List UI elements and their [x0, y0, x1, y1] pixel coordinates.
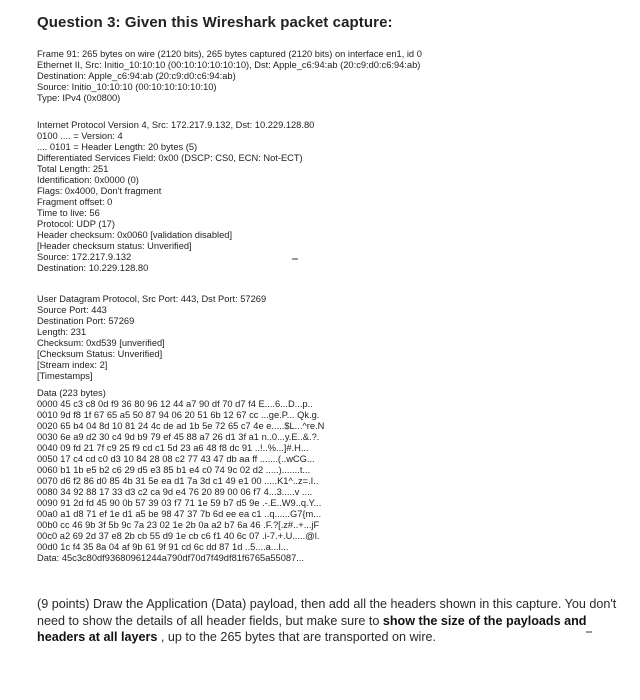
- question-end: , up to the 265 bytes that are transported on wire.: [157, 630, 437, 644]
- hex-row: 0060 b1 1b e5 b2 c6 29 d5 e3 85 b1 e4 c0 74 9c 02 d2 .....).......t...: [37, 465, 311, 476]
- data-section: [37, 388, 627, 564]
- ip-ttl: Time to live: 56: [37, 208, 100, 219]
- ip-header-length: .... 0101 = Header Length: 20 bytes (5): [37, 142, 198, 153]
- data-header-line: Data (223 bytes): [37, 388, 106, 399]
- hex-row: 0010 9d f8 1f 67 65 a5 50 87 94 06 20 51 6b 12 67 cc ...ge.P... Qk.g.: [37, 410, 320, 421]
- hex-row: 00d0 1c f4 35 8a 04 af 9b 61 9f 91 cd 6c dd 87 1d ..5....a...l...: [37, 542, 289, 553]
- frame-section: [37, 49, 627, 104]
- ip-section: [37, 120, 627, 274]
- data-summary-line: Data: 45c3c80df93680961244a790df70d7f49df81f6765a55087...: [37, 553, 305, 564]
- frame-line: Frame 91: 265 bytes on wire (2120 bits), 265 bytes captured (2120 bits) on interface en1, id 0: [37, 49, 422, 60]
- udp-section: [37, 294, 627, 382]
- ethernet-source: Source: Initio_10:10:10 (00:10:10:10:10:10): [37, 82, 217, 93]
- udp-checksum-status: [Checksum Status: Unverified]: [37, 349, 163, 360]
- question-title: Question 3: Given this Wireshark packet capture:: [37, 14, 393, 31]
- ip-identification: Identification: 0x0000 (0): [37, 175, 139, 186]
- hex-row: 0080 34 92 88 17 33 d3 c2 ca 9d e4 76 20 89 00 06 f7 4...3.....v ....: [37, 487, 313, 498]
- udp-checksum: Checksum: 0xd539 [unverified]: [37, 338, 165, 349]
- stray-mark: [292, 258, 298, 260]
- ip-total-length: Total Length: 251: [37, 164, 109, 175]
- ip-fragment-offset: Fragment offset: 0: [37, 197, 113, 208]
- ip-version: 0100 .... = Version: 4: [37, 131, 123, 142]
- ethernet-destination: Destination: Apple_c6:94:ab (20:c9:d0:c6:94:ab): [37, 71, 236, 82]
- ip-source: Source: 172.217.9.132: [37, 252, 132, 263]
- ethernet-line: Ethernet II, Src: Initio_10:10:10 (00:10:10:10:10:10), Dst: Apple_c6:94:ab (20:c9:d0:c6:94:ab): [37, 60, 421, 71]
- ip-flags: Flags: 0x4000, Don't fragment: [37, 186, 162, 197]
- question-intro: (9 points) Draw the Application (Data) payload, then add all the headers shown in this capture. You don't need to show the details of all header fields, but make sure to: [37, 597, 617, 628]
- ip-destination: Destination: 10.229.128.80: [37, 263, 149, 274]
- ip-checksum: Header checksum: 0x0060 [validation disabled]: [37, 230, 233, 241]
- question-emphasis: show the size of the payloads and headers at all layers: [37, 613, 587, 644]
- hex-row: 00c0 a2 69 2d 37 e8 2b cb 55 d9 1e cb c6 f1 40 6c 07 .i-7.+.U.....@l.: [37, 531, 320, 542]
- hex-row: 0000 45 c3 c8 0d f9 36 80 96 12 44 a7 90 df 70 d7 f4 E....6...D...p..: [37, 399, 313, 410]
- hex-row: 0050 17 c4 cd c0 d3 10 84 28 08 c2 77 43 47 db aa ff .......(..wCG...: [37, 454, 315, 465]
- hex-row: 0090 91 2d fd 45 90 0b 57 39 03 f7 71 1e 59 b7 d5 9e .-.E..W9..q.Y...: [37, 498, 322, 509]
- question-prompt: [37, 596, 627, 646]
- udp-source-port: Source Port: 443: [37, 305, 107, 316]
- ip-protocol: Protocol: UDP (17): [37, 219, 115, 230]
- ip-checksum-status: [Header checksum status: Unverified]: [37, 241, 192, 252]
- hex-row: 00b0 cc 46 9b 3f 5b 9c 7a 23 02 1e 2b 0a a2 b7 6a 46 .F.?[.z#..+...jF: [37, 520, 320, 531]
- udp-timestamps: [Timestamps]: [37, 371, 93, 382]
- udp-header-line: User Datagram Protocol, Src Port: 443, Dst Port: 57269: [37, 294, 267, 305]
- hex-row: 0030 6e a9 d2 30 c4 9d b9 79 ef 45 88 a7 26 d1 3f a1 n..0...y.E..&.?.: [37, 432, 320, 443]
- hex-row: 0070 d6 f2 86 d0 85 4b 31 5e ea d1 7a 3d c1 49 e1 00 .....K1^..z=.I..: [37, 476, 319, 487]
- ip-header-line: Internet Protocol Version 4, Src: 172.217.9.132, Dst: 10.229.128.80: [37, 120, 315, 131]
- ethernet-type: Type: IPv4 (0x0800): [37, 93, 121, 104]
- hex-row: 0040 09 fd 21 7f c9 25 f9 cd c1 5d 23 a6 48 f8 dc 91 ..!..%...]#.H...: [37, 443, 309, 454]
- ip-dsfield: Differentiated Services Field: 0x00 (DSCP: CS0, ECN: Not-ECT): [37, 153, 303, 164]
- hex-row: 0020 65 b4 04 8d 10 81 24 4c de ad 1b 5e 72 65 c7 4e e.....$L...^re.N: [37, 421, 325, 432]
- hex-row: 00a0 a1 d8 71 ef 1e d1 a5 be 98 47 37 7b 6d ee ea c1 ..q......G7{m...: [37, 509, 322, 520]
- udp-length: Length: 231: [37, 327, 87, 338]
- udp-stream-index: [Stream index: 2]: [37, 360, 108, 371]
- udp-destination-port: Destination Port: 57269: [37, 316, 135, 327]
- stray-mark: [586, 631, 592, 633]
